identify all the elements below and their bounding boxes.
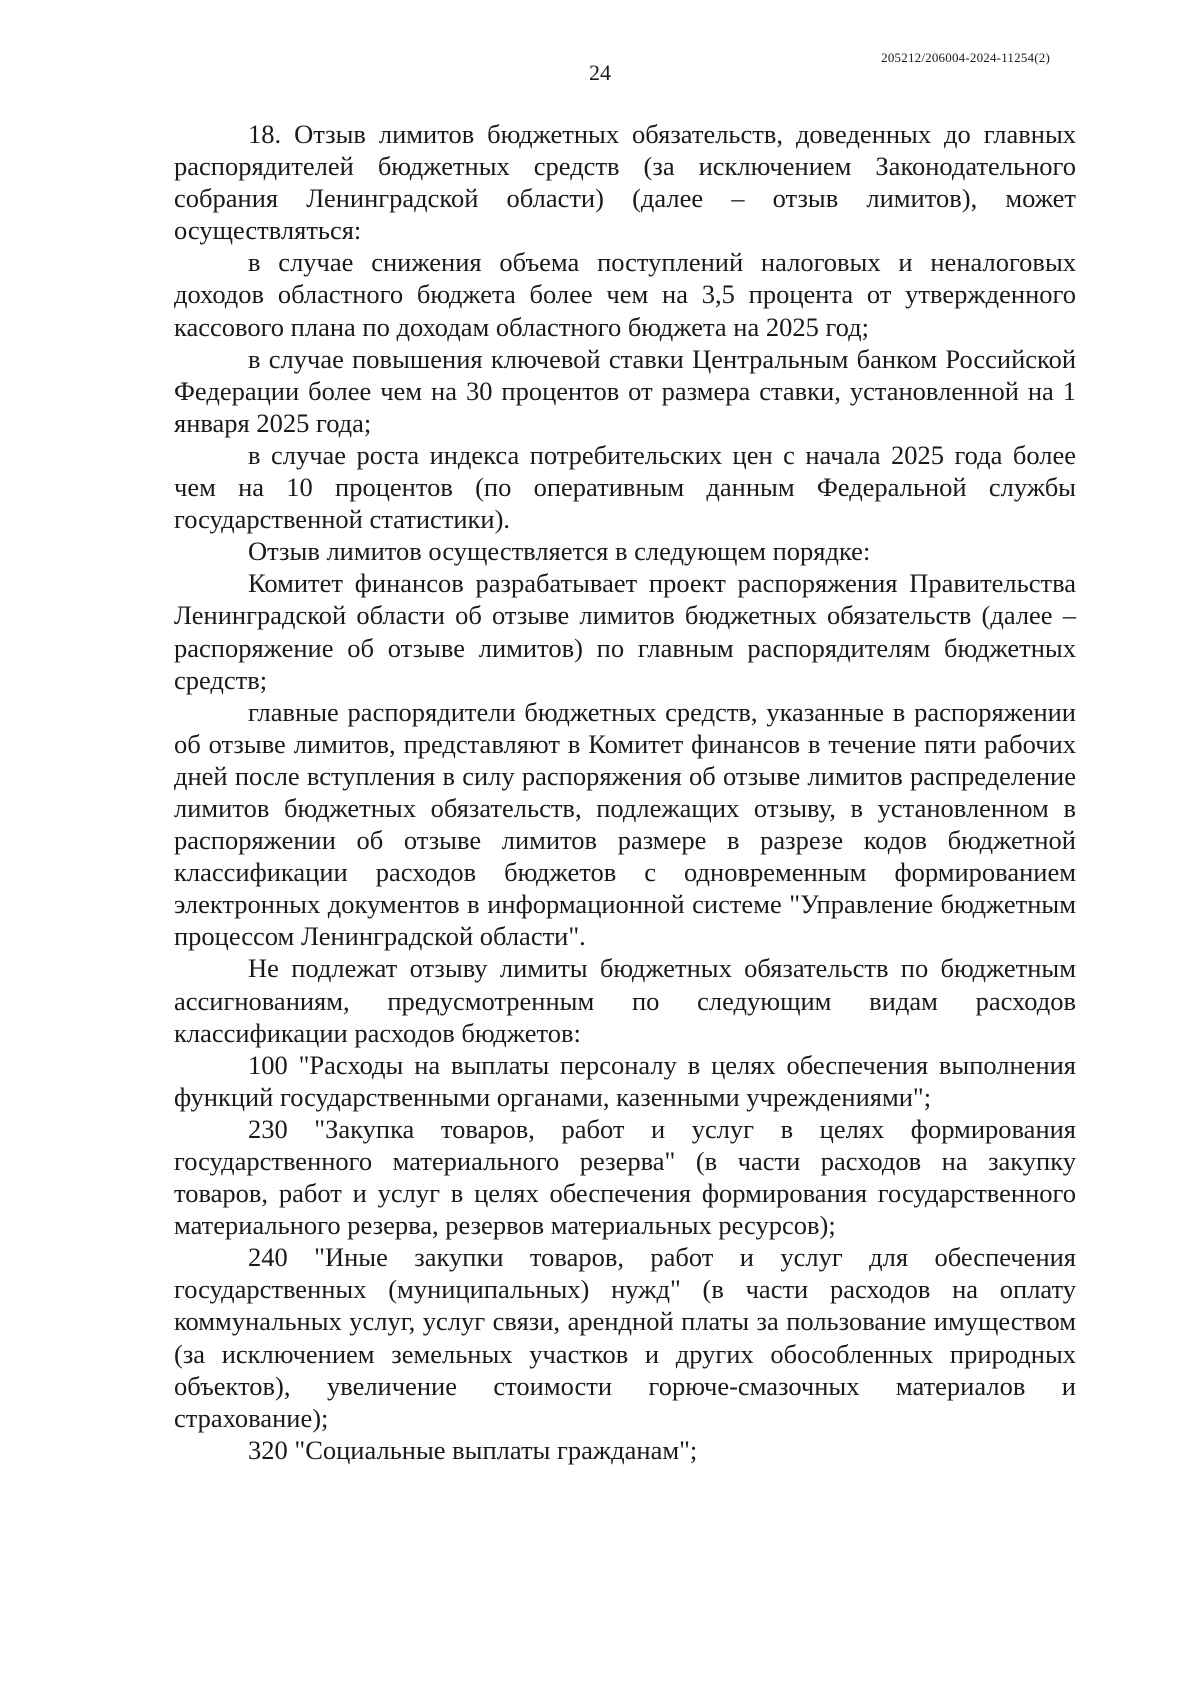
document-id: 205212/206004-2024-11254(2) bbox=[881, 50, 1050, 65]
page-number: 24 bbox=[589, 60, 611, 85]
paragraph-code-100: 100 "Расходы на выплаты персоналу в целях обеспечения выполнения функций государственными органами, казенными учреждениями"; bbox=[174, 1049, 1076, 1112]
paragraph-main-managers: главные распорядители бюджетных средств, указанные в распоряжении об отзыве лимитов, представляют в Комитет финансов в течение пяти рабочих дней после вступления в силу распоряжения об отзыве лимитов распределение лимитов бюджетных обязательств, подлежащих отзыву, в установленном в распоряжении об отзыве лимитов размере в разрезе кодов бюджетной классификации расходов бюджетов с одновременным формированием электронных документов в информационной системе "Управление бюджетным процессом Ленинградской области". bbox=[174, 696, 1076, 952]
paragraph-code-320: 320 "Социальные выплаты гражданам"; bbox=[248, 1434, 698, 1465]
document-body bbox=[174, 118, 1076, 1466]
paragraph-not-subject: Не подлежат отзыву лимиты бюджетных обязательств по бюджетным ассигнованиям, предусмотренным по следующим видам расходов классификации расходов бюджетов: bbox=[174, 953, 1076, 1048]
paragraph-procedure-intro: Отзыв лимитов осуществляется в следующем порядке: bbox=[248, 536, 871, 567]
paragraph-code-240: 240 "Иные закупки товаров, работ и услуг для обеспечения государственных (муниципальных) нужд" (в части расходов на оплату коммунальных услуг, услуг связи, арендной платы за пользование имуществом (за исключением земельных участков и других обособленных природных объектов), увеличение стоимости горюче-смазочных материалов и страхование); bbox=[174, 1242, 1076, 1433]
paragraph-condition-revenue: в случае снижения объема поступлений налоговых и неналоговых доходов областного бюджета более чем на 3,5 процента от утвержденного кассового плана по доходам областного бюджета на 2025 год; bbox=[174, 247, 1076, 342]
paragraph-condition-cpi: в случае роста индекса потребительских цен с начала 2025 года более чем на 10 процентов (по оперативным данным Федеральной службы государственной статистики). bbox=[174, 439, 1076, 535]
paragraph-18-intro: 18. Отзыв лимитов бюджетных обязательств, доведенных до главных распорядителей бюджетных средств (за исключением Законодательного собрания Ленинградской области) (далее – отзыв лимитов), может осуществляться: bbox=[174, 119, 1076, 246]
paragraph-code-230: 230 "Закупка товаров, работ и услуг в целях формирования государственного материального резерва" (в части расходов на закупку товаров, работ и услуг в целях обеспечения формирования государственного материального резерва, резервов материальных ресурсов); bbox=[174, 1113, 1076, 1241]
paragraph-condition-key-rate: в случае повышения ключевой ставки Центральным банком Российской Федерации более чем на 30 процентов от размера ставки, установленной на 1 января 2025 года; bbox=[174, 343, 1076, 438]
paragraph-finance-committee: Комитет финансов разрабатывает проект распоряжения Правительства Ленинградской области об отзыве лимитов бюджетных обязательств (далее – распоряжение об отзыве лимитов) по главным распорядителям бюджетных средств; bbox=[174, 568, 1076, 695]
